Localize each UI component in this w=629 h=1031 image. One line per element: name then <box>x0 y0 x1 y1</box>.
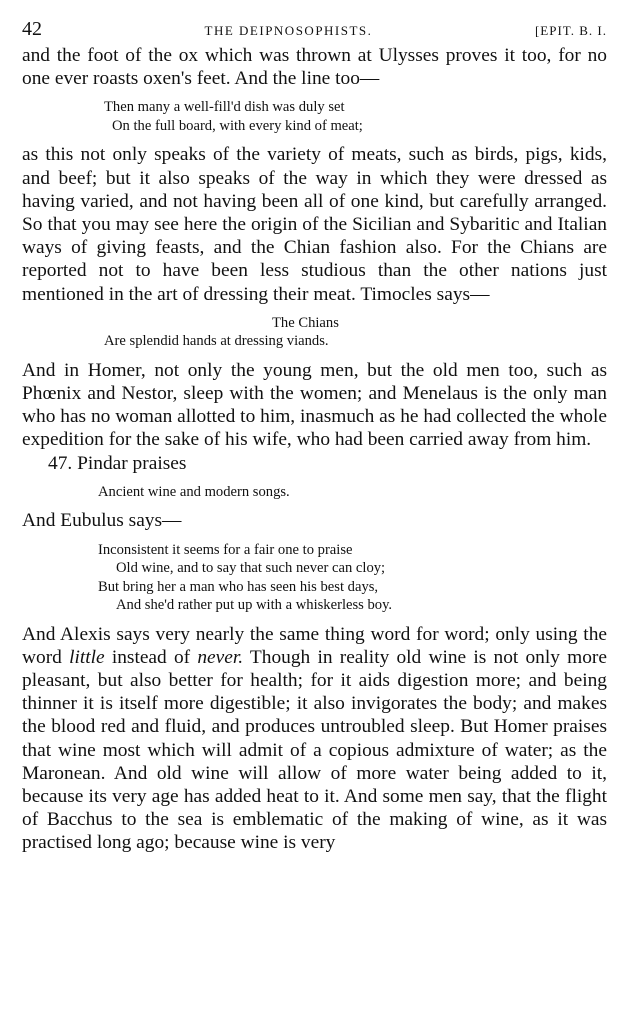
verse-line: Old wine, and to say that such never can cloy; <box>116 560 386 577</box>
italic-word: never. <box>197 646 244 668</box>
running-head <box>22 14 607 44</box>
verse-line: And she'd rather put up with a whiskerless boy. <box>116 597 393 614</box>
book-reference: [EPIT. B. I. <box>534 23 607 38</box>
section-47-heading: 47. Pindar praises <box>48 452 187 474</box>
italic-word: little <box>69 646 105 668</box>
verse-line: Inconsistent it seems for a fair one to praise <box>98 541 353 558</box>
paragraph-homer-old-men: And in Homer, not only the young men, but the old men too, such as Phœnix and Nestor, sleep with the women; and Menelaus is the only man who has no woman allotted to him, inasmuch as he had collected the whole expedition for the sake of his wife, who had been carried away from him. <box>22 359 607 451</box>
paragraph-ox-foot: and the foot of the ox which was thrown at Ulysses proves it too, for no one ever roasts oxen's feet. And the line too— <box>22 45 607 90</box>
verse-line: Ancient wine and modern songs. <box>98 483 290 500</box>
verse-well-filled-dish <box>22 98 607 135</box>
verse-line: The Chians <box>272 314 339 331</box>
verse-eubulus <box>22 541 607 615</box>
verse-timocles <box>22 314 607 351</box>
verse-line: Then many a well-fill'd dish was duly set <box>104 99 345 116</box>
page-number: 42 <box>22 18 42 40</box>
verse-line: On the full board, with every kind of meat; <box>112 117 363 134</box>
text-run: And Alexis says very nearly the same thing word for word; only using the word <box>22 623 607 668</box>
text-run: Though in reality old wine is not only more pleasant, but also better for health; for it aids digestion more; and being thinner it is itself more digestible; it also invigorates the body; and makes the blood red and fluid, and produces untroubled sleep. But Homer praises that wine most which will admit of a copious admixture of water; as the Maronean. And old wine will allow of more water being added to it, because its very age has added heat to it. And some men say, that the flight of Bacchus to the sea is emblematic of the making of wine, as it was practised long ago; because wine is very <box>22 646 607 854</box>
text-run: instead of <box>104 646 198 668</box>
paragraph-alexis-old-wine <box>22 623 607 855</box>
paragraph-variety-of-meats: as this not only speaks of the variety of meats, such as birds, pigs, kids, and beef; but it also speaks of the way in which they were dressed as having varied, and not having been all of one kind, but carefully arranged. So that you may see here the origin of the Sicilian and Sybaritic and Italian ways of giving feasts, and the Chian fashion also. For the Chians are reported not to have been less studious than the other nations just mentioned in the art of dressing their meat. Timocles says— <box>22 144 607 305</box>
running-title: THE DEIPNOSOPHISTS. <box>204 23 373 38</box>
eubulus-intro: And Eubulus says— <box>22 510 182 532</box>
verse-line: Are splendid hands at dressing viands. <box>104 333 329 350</box>
verse-pindar <box>22 483 607 502</box>
verse-line: But bring her a man who has seen his best days, <box>98 578 379 595</box>
